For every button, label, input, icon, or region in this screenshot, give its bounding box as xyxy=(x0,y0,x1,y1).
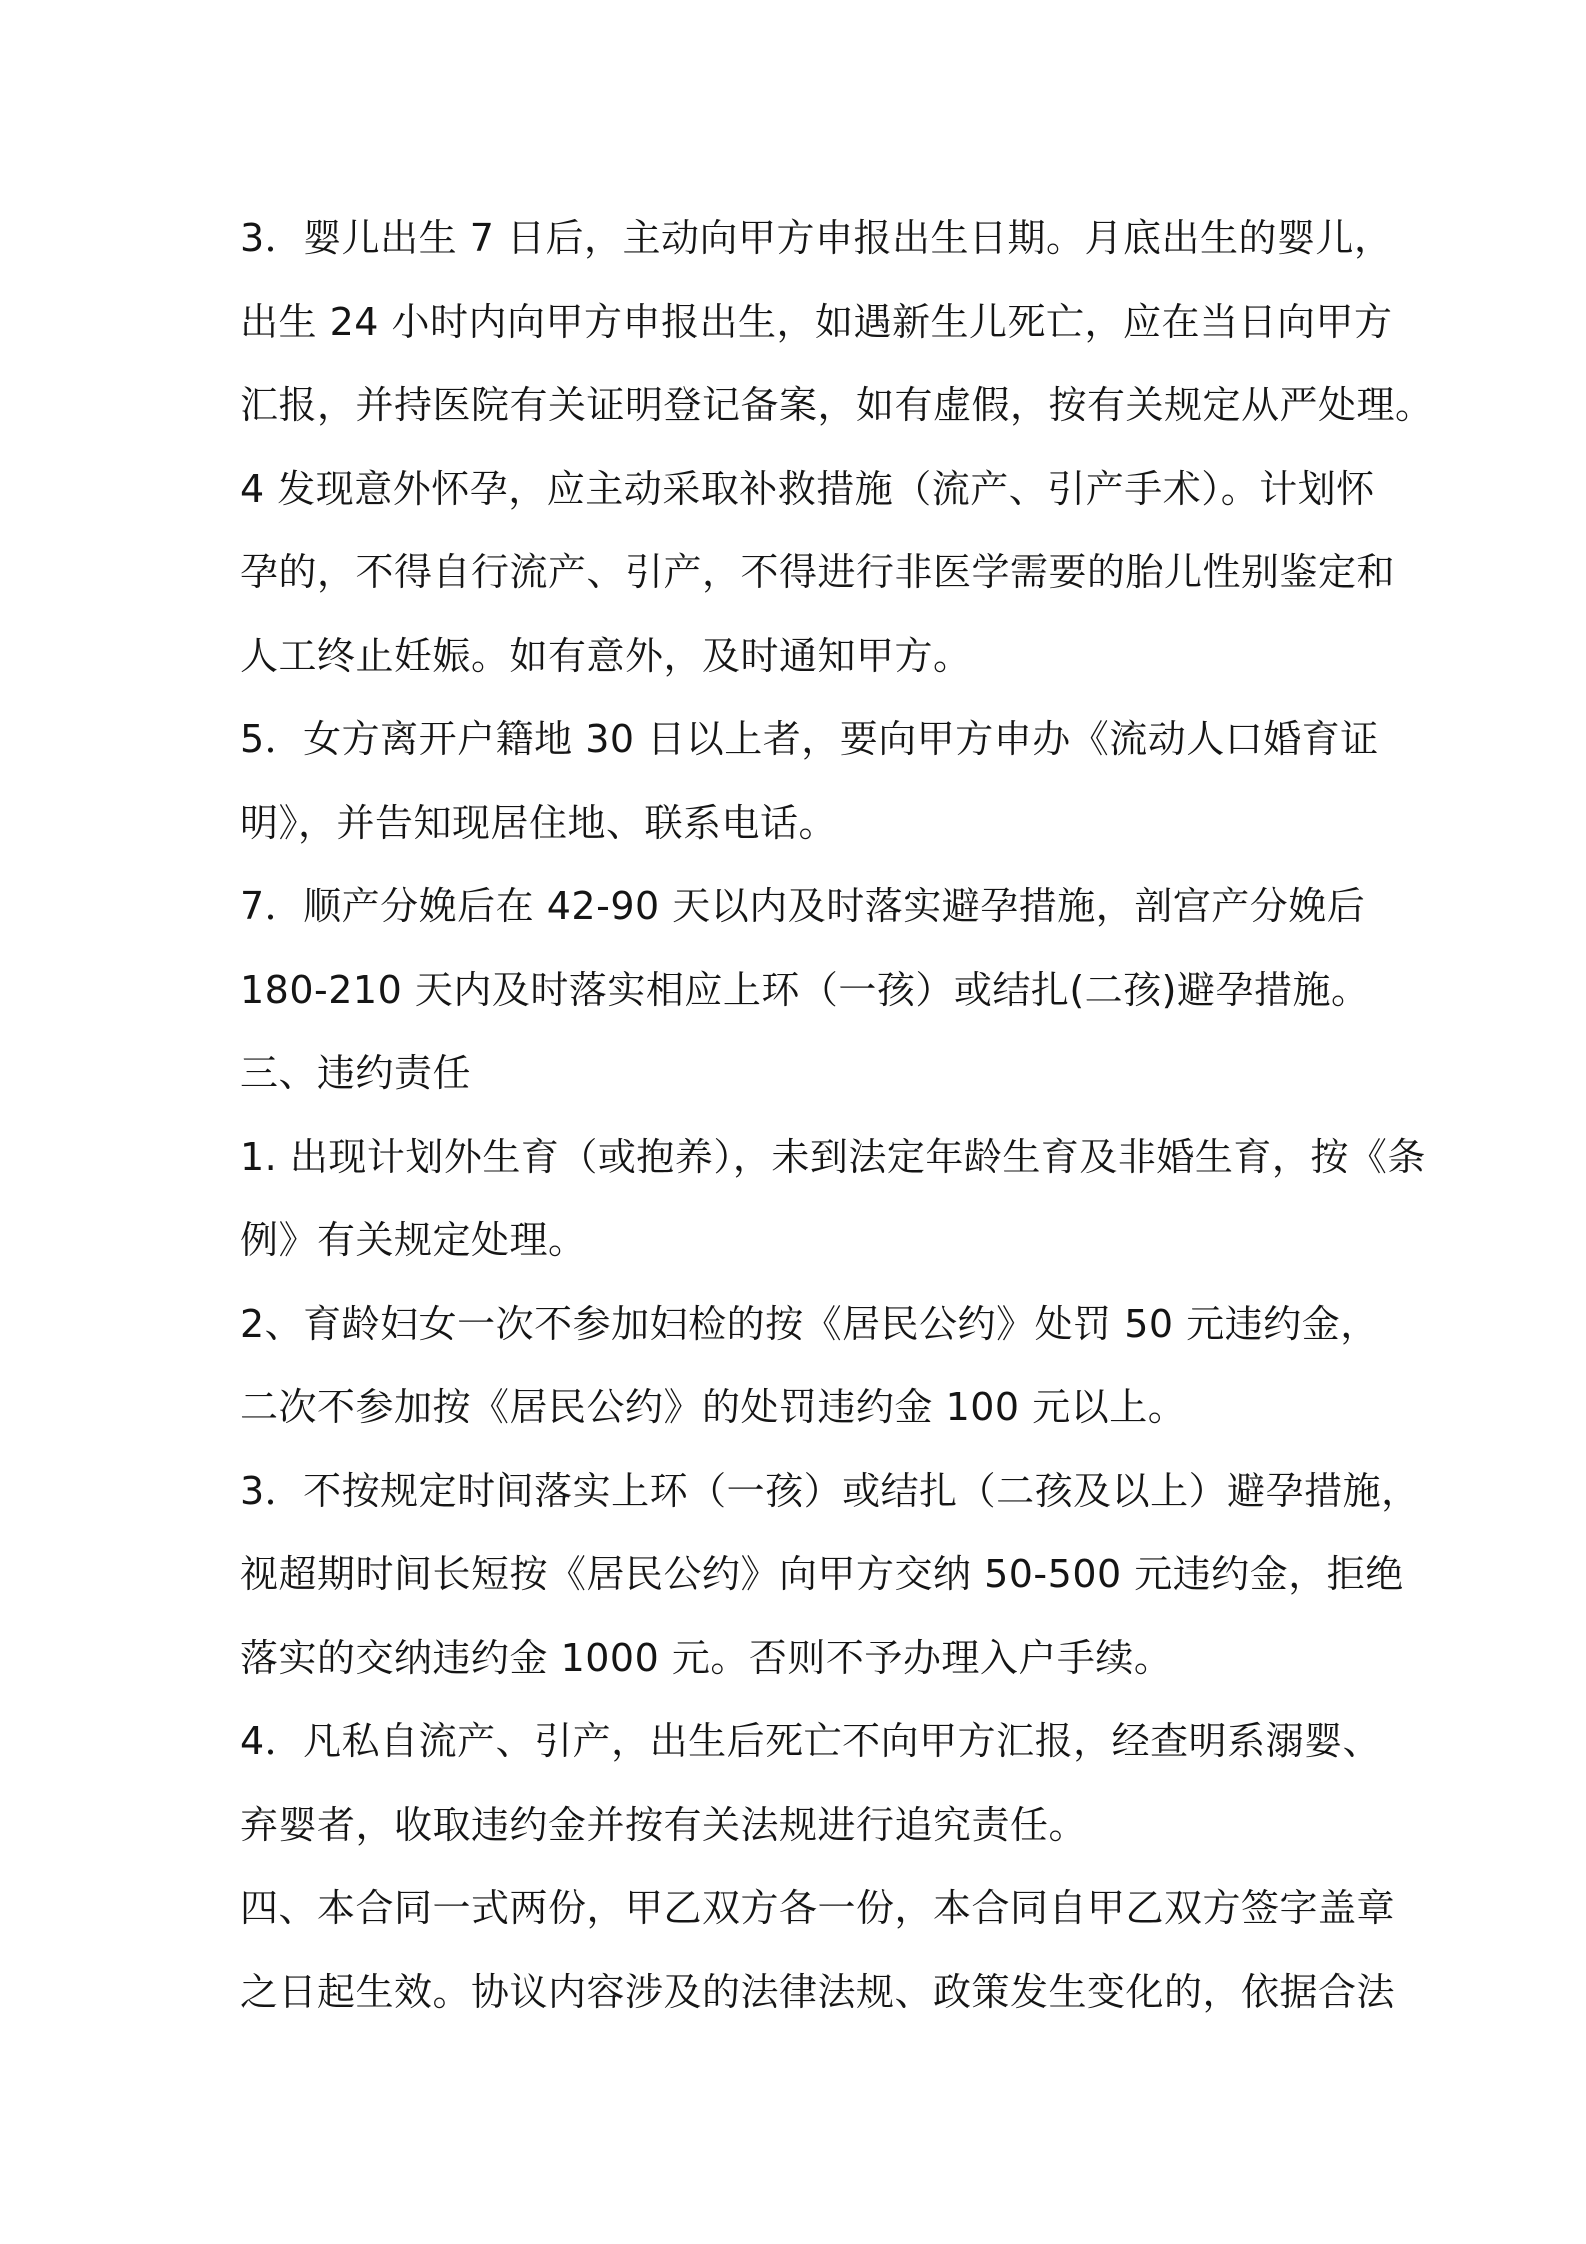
text-line: 出生 24 小时内向甲方申报出生，如遇新生儿死亡，应在当日向甲方 xyxy=(240,299,1393,344)
text-line: 180-210 天内及时落实相应上环（一孩）或结扎(二孩)避孕措施。 xyxy=(240,967,1370,1012)
section-heading: 三、违约责任 xyxy=(240,1051,472,1095)
text-line: 汇报，并持医院有关证明登记备案，如有虚假，按有关规定从严处理。 xyxy=(240,383,1434,427)
text-line: 3．不按规定时间落实上环（一孩）或结扎（二孩及以上）避孕措施， xyxy=(240,1468,1420,1513)
text-line: 例》有关规定处理。 xyxy=(240,1218,587,1262)
text-line: 弃婴者，收取违约金并按有关法规进行追究责任。 xyxy=(240,1802,1088,1847)
text-line: 4．凡私自流产、引产，出生后死亡不向甲方汇报，经查明系溺婴、 xyxy=(240,1719,1382,1763)
text-line: 4 发现意外怀孕，应主动采取补救措施（流产、引产手术）。计划怀 xyxy=(240,466,1375,511)
text-line: 2、育龄妇女一次不参加妇检的按《居民公约》处罚 50 元违约金， xyxy=(240,1301,1379,1346)
text-line: 7．顺产分娩后在 42-90 天以内及时落实避孕措施，剖宫产分娩后 xyxy=(240,884,1366,928)
text-line: 3．婴儿出生 7 日后，主动向甲方申报出生日期。月底出生的婴儿， xyxy=(240,216,1393,260)
text-line: 二次不参加按《居民公约》的处罚违约金 100 元以上。 xyxy=(240,1385,1187,1429)
text-line: 人工终止妊娠。如有意外，及时通知甲方。 xyxy=(240,633,972,678)
document-body xyxy=(240,197,1434,2034)
text-line: 5．女方离开户籍地 30 日以上者，要向甲方申办《流动人口婚育证 xyxy=(240,717,1379,761)
text-line: 视超期时间长短按《居民公约》向甲方交纳 50-500 元违约金，拒绝 xyxy=(240,1552,1404,1596)
text-line: 之日起生效。协议内容涉及的法律法规、政策发生变化的，依据合法 xyxy=(240,1969,1396,2014)
text-line: 1. 出现计划外生育（或抱养），未到法定年龄生育及非婚生育，按《条 xyxy=(240,1134,1426,1179)
text-line: 孕的，不得自行流产、引产，不得进行非医学需要的胎儿性别鉴定和 xyxy=(240,550,1396,594)
text-line: 落实的交纳违约金 1000 元。否则不予办理入户手续。 xyxy=(240,1635,1173,1680)
text-line: 四、本合同一式两份，甲乙双方各一份，本合同自甲乙双方签字盖章 xyxy=(240,1886,1396,1930)
text-line: 明》，并告知现居住地、联系电话。 xyxy=(240,800,838,845)
